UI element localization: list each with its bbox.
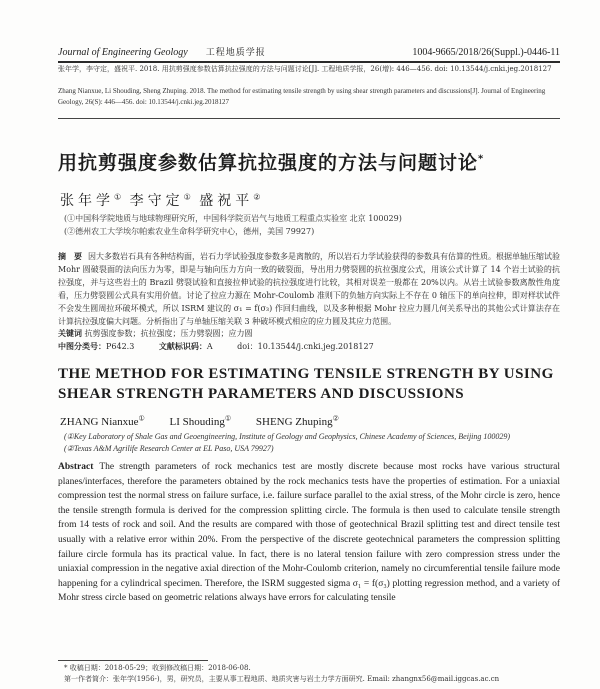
abstract-cn-label: 摘 要 [58, 251, 82, 261]
abstract-en [58, 460, 560, 606]
keywords-cn-text: 抗剪强度参数；抗拉强度；压力劈裂圆；应力圆 [84, 329, 253, 338]
author-en: ZHANG Nianxue① [60, 414, 145, 428]
journal-name-cn: 工程地质学报 [205, 48, 266, 58]
affiliation-cn: (①中国科学院地质与地球物理研究所，中国科学院页岩气与地质工程重点实验室 北京 100029) [64, 214, 402, 223]
clc-number: 中图分类号：P642.3 [58, 341, 135, 351]
abstract-en-text: The strength parameters of rock mechanics test are mostly discrete because most rocks have various structural planes/interfaces, therefore the parameters obtained by the rock mechanics tests have the properties of estimation. For a uniaxial compression test the normal stress on failure surface, i.e. failure surface parallel to the axial stress, of the Mohr circle is zero, hence the tensile strength formula is derived for the compression splitting circle. The formula is then used to calculate tensile strength from 14 tests of rock and soil. And the results are compared with those of geotechnical Brazil splitting test and direct tensile test usually with a relative error within 20%. From the perspective of the discrete geotechnical parameters the compression splitting failure circle formula has its practical value. In fact, there is no lateral tension failure with zero compression stress under the uniaxial compression in the negative axial direction of the Mohr-Coulomb criterion, namely no circumferential tensile failure mode happening for a cylindrical specimen. Therefore, the ISRM suggested sigma σ₁ = f(σ₃) plotting regression method, and a variety of Mohr stress circle based on geometric relations always have errors for calculating tensile [58, 462, 560, 604]
issn-pages: 1004-9665/2018/26(Suppl.)-0446-11 [412, 47, 560, 58]
title-en: THE METHOD FOR ESTIMATING TENSILE STRENGTH BY USING SHEAR STRENGTH PARAMETERS AND DISCUSSIONS [58, 366, 554, 402]
title-cn-text: 用抗剪强度参数估算抗拉强度的方法与问题讨论 [58, 152, 479, 174]
keywords-cn-label: 关键词 [58, 328, 82, 338]
footnote-received: * 收稿日期：2018-05-29；收到修改稿日期：2018-06-08. [64, 664, 251, 672]
journal-name: Journal of Engineering Geology [58, 47, 188, 58]
affiliation-en: (②Texas A&M Agrilife Research Center at EL Paso, USA 79927) [64, 444, 274, 453]
title-cn-footnote-mark: * [478, 153, 485, 165]
author-cn: 张年学① [60, 192, 122, 209]
authors-cn [60, 190, 260, 210]
running-header [58, 36, 560, 63]
classification-cn [58, 340, 560, 353]
citation-cn: 张年学，李守定，盛祝平. 2018. 用抗剪强度参数估算抗拉强度的方法与问题讨论[J]. 工程地质学报，26(增): 446—456. doi: 10.13544/j.cnki.jeg.2018127 [58, 65, 552, 73]
doi: doi：10.13544/j.cnki.jeg.2018127 [237, 342, 374, 351]
footnote-author: 第一作者简介：张年学(1956-)，男，研究员，主要从事工程地质、地质灾害与岩土力学方面研究. Email: zhangnx56@mail.iggcas.ac.cn [64, 675, 500, 683]
citation-en: Zhang Nianxue, Li Shouding, Sheng Zhuping. 2018. The method for estimating tensile strength by using shear strength parameters and discussions[J]. Journal of Engineering Geology, 26(S): 446—456. doi: 10.13544/j.cnki.jeg.2018127 [58, 87, 546, 106]
abstract-en-label: Abstract [58, 462, 94, 472]
affiliation-cn: (②德州农工大学埃尔帕索农业生命科学研究中心，德州，美国 79927) [64, 227, 315, 236]
authors-en [60, 414, 361, 428]
abstract-cn [58, 250, 560, 328]
citation-divider [58, 118, 560, 119]
abstract-cn-text: 因大多数岩石具有各种结构面，岩石力学试验强度参数多是离散的，所以岩石力学试验获得的参数具有估算的性质。根据单轴压缩试验 Mohr 圆破裂面的法向压力为零，即是与轴向压力方向一致的破裂面，导出用力劈裂圆的抗拉强度公式，用该公式计算了 14 个岩土试验的抗拉强度，并与这些岩土的 Brazil 劈裂试验和直接拉伸试验的抗拉强度进行比较，其相对误差一般都在 20%以内。从岩土试验参数离散性角度看，压力劈裂圆公式具有实用价值。讨论了拉应力源在 Mohr-Coulomb 准则下的负轴方向实际上不存在 0 轴压下的单向拉伸，即对样状试件不会发生圆周拉环破坏模式，所以 ISRM 建议的 σ₁ = f(σ₃) 作回归曲线，以及多种根据 Mohr 拉应力圆几何关系导出的其他公式计算法存在计算抗拉强度偏大问题。分析指出了与单轴压缩关联 3 种破坏模式相应的应力圆及其应力范围。 [58, 252, 560, 326]
document-code: 文献标识码：A [158, 341, 213, 351]
keywords-cn [58, 327, 560, 340]
author-en: SHENG Zhuping② [255, 414, 339, 428]
author-en: LI Shouding① [169, 414, 232, 428]
author-cn: 李守定① [129, 192, 191, 209]
footnote-divider [58, 660, 208, 661]
author-cn: 盛祝平② [199, 192, 261, 209]
affiliation-en: (①Key Laboratory of Shale Gas and Geoengineering, Institute of Geology and Geophysics, Chinese Academy of Sciences, Beijing 100029) [64, 432, 511, 441]
title-cn [58, 148, 560, 175]
